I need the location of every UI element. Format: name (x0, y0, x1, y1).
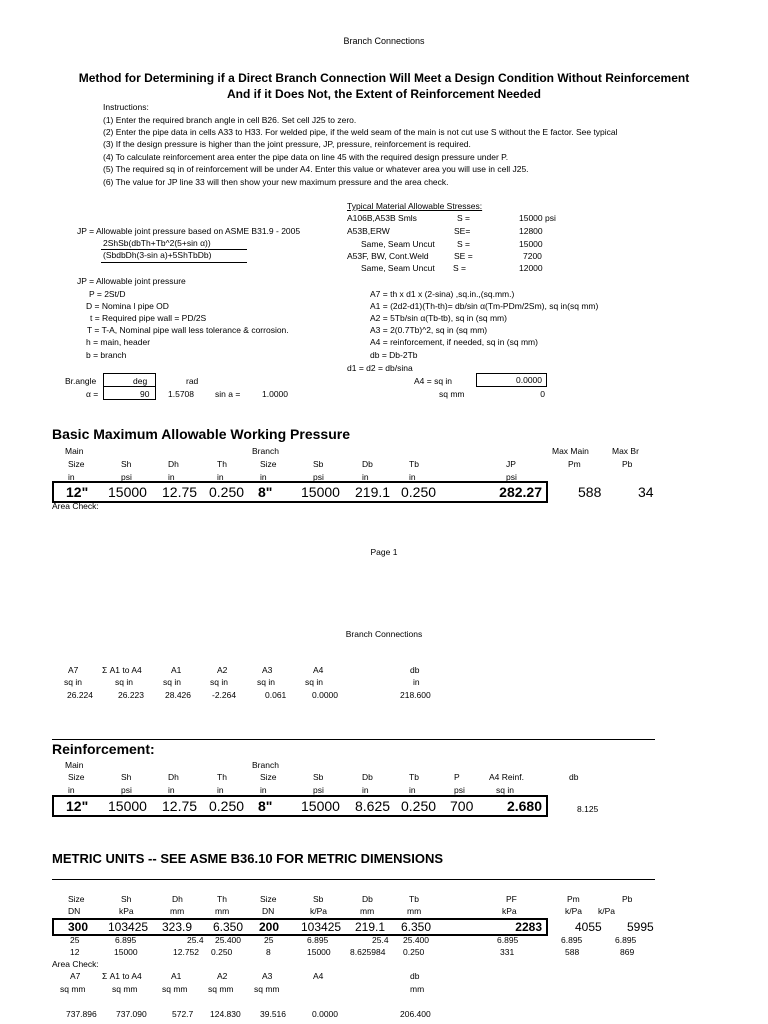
metric-unit: k/Pa (565, 906, 583, 916)
metric-col: Sb (313, 894, 324, 904)
reinf-unit: in (260, 785, 267, 795)
unit: in (409, 472, 416, 482)
metric-conv: 25 (264, 935, 274, 945)
metric-tb[interactable]: 6.350 (401, 920, 432, 934)
a4-sqin-value[interactable]: 0.0000 (516, 375, 542, 385)
area-col-a4: A4 (313, 665, 324, 675)
metric-english: 12.752 (173, 947, 199, 957)
formula-a7: A7 = th x d1 x (2-sina) ,sq.in.,(sq.mm.) (370, 289, 515, 299)
col-header: Dh (168, 459, 179, 469)
metric-unit: mm (170, 906, 185, 916)
stress-val: 15000 psi (519, 213, 556, 223)
unit: in (168, 472, 175, 482)
jp-definition: JP = Allowable joint pressure based on ASME B31.9 - 2005 (77, 226, 301, 236)
reinf-col: Tb (409, 772, 419, 782)
section-title-metric: METRIC UNITS -- SEE ASME B36.10 FOR METRIC DIMENSIONS (52, 851, 444, 866)
instruction-1: (1) Enter the required branch angle in cell B26. Set cell J25 to zero. (103, 115, 357, 125)
reinf-unit: in (68, 785, 75, 795)
stress-val: 12000 (519, 263, 543, 273)
doc-title-line1: Method for Determining if a Direct Branch Connection Will Meet a Design Condition Without Reinforcement (78, 71, 690, 85)
metric-db[interactable]: 219.1 (355, 920, 386, 934)
unit: in (362, 472, 369, 482)
stress-mat: A53F, BW, Cont.Weld (347, 251, 429, 261)
reinf-col: Sh (121, 772, 132, 782)
formula-a4: A4 = reinforcement, if needed, sq in (sq mm) (370, 337, 538, 347)
metric-conv: 25.400 (403, 935, 429, 945)
metric-pm: 4055 (575, 920, 602, 934)
rad-label: rad (186, 376, 199, 386)
metric-th[interactable]: 6.350 (213, 920, 244, 934)
basic-sh[interactable]: 15000 (108, 484, 147, 500)
formula-a2: A2 = 5Tb/sin α(Tb-tb), sq in (sq mm) (370, 313, 507, 323)
area-col-a7: A7 (68, 665, 79, 675)
basic-pm: 588 (578, 484, 602, 500)
reinf-col: Th (217, 772, 227, 782)
area-col-a2: A2 (217, 665, 228, 675)
area-unit: in (413, 677, 420, 687)
metric-area-col: Σ A1 to A4 (102, 971, 142, 981)
area-val-a4: 0.0000 (312, 690, 338, 700)
area-col-db: db (410, 665, 420, 675)
area-check-label: Area Check: (52, 501, 99, 511)
basic-jp: 282.27 (499, 484, 542, 500)
stress-val: 7200 (523, 251, 542, 261)
metric-main-size[interactable]: 300 (68, 920, 89, 934)
area-unit: sq in (257, 677, 275, 687)
area-col-a3: A3 (262, 665, 273, 675)
page2-header: Branch Connections (345, 629, 423, 639)
basic-pb: 34 (638, 484, 654, 500)
area-unit: sq in (210, 677, 228, 687)
metric-area-val: 572.7 (172, 1009, 194, 1019)
area-val-a3: 0.061 (265, 690, 287, 700)
area-val-sum: 26.223 (118, 690, 144, 700)
instruction-5: (5) The required sq in of reinforcement will be under A4. Enter this value or whatever area you will use in cell J25. (103, 164, 529, 174)
unit: in (260, 472, 267, 482)
reinf-group-main: Main (65, 760, 84, 770)
unit: psi (121, 472, 132, 482)
col-header: Db (362, 459, 373, 469)
page-header: Branch Connections (343, 36, 425, 46)
metric-area-val: 0.0000 (312, 1009, 338, 1019)
area-col-a1: A1 (171, 665, 182, 675)
area-unit: sq in (163, 677, 181, 687)
instruction-6: (6) The value for JP line 33 will then show your new maximum pressure and the area check. (103, 177, 449, 187)
metric-english: 15000 (114, 947, 138, 957)
metric-col: Db (362, 894, 373, 904)
stress-sym: SE = (454, 251, 473, 261)
reinf-unit: psi (121, 785, 132, 795)
instruction-2: (2) Enter the pipe data in cells A33 to H33. For welded pipe, if the weld seam of the main is not cut use S without the E factor. See typical (103, 127, 618, 137)
metric-area-unit: sq mm (112, 984, 138, 994)
col-header: Sb (313, 459, 324, 469)
metric-unit: k/Pa (310, 906, 328, 916)
deg-label: deg (133, 376, 148, 386)
metric-unit: kPa (119, 906, 134, 916)
col-header: Size (260, 459, 277, 469)
reinf-db-value: 8.125 (577, 804, 599, 814)
metric-english: 12 (70, 947, 80, 957)
metric-col: Pb (622, 894, 633, 904)
def-jp: JP = Allowable joint pressure (77, 276, 186, 286)
area-val-db: 218.600 (400, 690, 431, 700)
metric-col: Sh (121, 894, 132, 904)
sin-value: 1.0000 (262, 389, 288, 399)
metric-pf: 2283 (515, 920, 542, 934)
reinf-dh[interactable]: 12.75 (162, 798, 198, 814)
metric-area-col: db (410, 971, 420, 981)
angle-box-divider (103, 386, 155, 387)
a4-sqmm-value: 0 (540, 389, 545, 399)
metric-area-val: 206.400 (400, 1009, 431, 1019)
metric-area-col: A3 (262, 971, 273, 981)
metric-unit: mm (215, 906, 230, 916)
col-header: Size (68, 459, 85, 469)
area-unit: sq in (64, 677, 82, 687)
metric-unit: kPa (502, 906, 517, 916)
pb-label: Pb (622, 459, 633, 469)
metric-col: Tb (409, 894, 419, 904)
metric-area-check-label: Area Check: (52, 959, 99, 969)
stress-mat: A53B,ERW (347, 226, 390, 236)
unit: in (217, 472, 224, 482)
stress-sym: S = (457, 239, 470, 249)
pm-label: Pm (568, 459, 581, 469)
metric-english: 0.250 (211, 947, 233, 957)
metric-area-val: 737.090 (116, 1009, 147, 1019)
reinf-sb[interactable]: 15000 (301, 798, 340, 814)
stress-sym: SE= (454, 226, 471, 236)
metric-col: Dh (172, 894, 183, 904)
max-br-label: Max Br (612, 446, 639, 456)
doc-title-line2: And if it Does Not, the Extent of Reinforcement Needed (226, 87, 542, 101)
stresses-title: Typical Material Allowable Stresses: (347, 201, 483, 211)
metric-conv: 6.895 (115, 935, 137, 945)
section-title-reinforcement: Reinforcement: (52, 741, 155, 757)
col-header: JP (506, 459, 516, 469)
basic-dh[interactable]: 12.75 (162, 484, 198, 500)
reinf-col: Dh (168, 772, 179, 782)
metric-area-unit: mm (410, 984, 425, 994)
stress-mat: Same, Seam Uncut (361, 263, 435, 273)
metric-area-val: 737.896 (66, 1009, 97, 1019)
metric-col: Th (217, 894, 227, 904)
metric-area-col: A4 (313, 971, 324, 981)
basic-db[interactable]: 219.1 (355, 484, 391, 500)
def-T: T = T-A, Nominal pipe wall less tolerance & corrosion. (87, 325, 289, 335)
metric-english: 0.250 (403, 947, 425, 957)
reinf-group-branch: Branch (252, 760, 279, 770)
reinf-col: P (454, 772, 460, 782)
metric-conv: 6.895 (497, 935, 519, 945)
metric-english: 588 (565, 947, 580, 957)
metric-sb[interactable]: 103425 (301, 920, 342, 934)
formula-a1: A1 = (2d2-d1)(Th-th)= db/sin α(Tm-PDm/2Sm), sq in(sq mm) (370, 301, 599, 311)
unit: in (68, 472, 75, 482)
metric-unit: mm (407, 906, 422, 916)
metric-english: 8.625984 (350, 947, 386, 957)
reinf-branch-size[interactable]: 8" (258, 798, 273, 814)
metric-area-val: 39.516 (260, 1009, 286, 1019)
jp-numerator: 2ShSb(dbTh+Tb^2(5+sin α)) (103, 238, 211, 248)
instruction-4: (4) To calculate reinforcement area enter the pipe data on line 45 with the required design pressure under P. (103, 152, 509, 162)
metric-unit: k/Pa (598, 906, 616, 916)
metric-area-unit: sq mm (162, 984, 188, 994)
def-b: b = branch (86, 350, 127, 360)
reinf-unit: sq in (496, 785, 514, 795)
metric-pb: 5995 (627, 920, 654, 934)
metric-area-col: A2 (217, 971, 228, 981)
jp-denominator: (SbdbDh(3-sin a)+5ShTbDb) (103, 250, 212, 260)
area-unit: sq in (115, 677, 133, 687)
reinf-db[interactable]: 8.625 (355, 798, 391, 814)
metric-english: 331 (500, 947, 515, 957)
page-number: Page 1 (370, 547, 398, 557)
reinf-unit: in (168, 785, 175, 795)
reinf-col: db (569, 772, 579, 782)
def-h: h = main, header (86, 337, 151, 347)
reinf-tb[interactable]: 0.250 (401, 798, 437, 814)
area-val-a2: -2.264 (212, 690, 237, 700)
group-branch: Branch (252, 446, 279, 456)
def-t: t = Required pipe wall = PD/2S (90, 313, 207, 323)
metric-area-unit: sq mm (60, 984, 86, 994)
reinf-col: Db (362, 772, 373, 782)
max-main-label: Max Main (552, 446, 589, 456)
metric-col: PF (506, 894, 517, 904)
reinf-unit: psi (454, 785, 465, 795)
metric-col: Size (68, 894, 85, 904)
unit: psi (313, 472, 324, 482)
reinf-col: Sb (313, 772, 324, 782)
instructions-label: Instructions: (103, 102, 149, 112)
metric-sh[interactable]: 103425 (108, 920, 149, 934)
fraction-underline (101, 262, 247, 263)
metric-unit: mm (360, 906, 375, 916)
metric-conv: 25.4 (372, 935, 389, 945)
stress-val: 12800 (519, 226, 543, 236)
instruction-3: (3) If the design pressure is higher than the joint pressure, JP, pressure, reinforcement is required. (103, 139, 471, 149)
basic-branch-size[interactable]: 8" (258, 484, 273, 500)
metric-english: 869 (620, 947, 635, 957)
stress-mat: A106B,A53B Smls (347, 213, 417, 223)
formula-a3: A3 = 2(0.7Tb)^2, sq in (sq mm) (370, 325, 488, 335)
metric-col: Size (260, 894, 277, 904)
metric-conv: 25.400 (215, 935, 241, 945)
deg-value[interactable]: 90 (140, 389, 150, 399)
rad-value: 1.5708 (168, 389, 194, 399)
col-header: Sh (121, 459, 132, 469)
metric-english: 15000 (307, 947, 331, 957)
sin-label: sin a = (215, 389, 241, 399)
metric-area-val: 124.830 (210, 1009, 241, 1019)
reinf-sh[interactable]: 15000 (108, 798, 147, 814)
def-d: D = Nomina l pipe OD (86, 301, 169, 311)
metric-conv: 6.895 (307, 935, 329, 945)
metric-unit: DN (68, 906, 81, 916)
alpha-label: α = (86, 389, 99, 399)
angle-label: Br.angle (65, 376, 97, 386)
metric-col: Pm (567, 894, 580, 904)
metric-area-unit: sq mm (254, 984, 280, 994)
group-main: Main (65, 446, 84, 456)
basic-tb[interactable]: 0.250 (401, 484, 437, 500)
reinf-unit: in (362, 785, 369, 795)
a4-sqmm-label: sq mm (439, 389, 465, 399)
a4-sqin-label: A4 = sq in (414, 376, 453, 386)
metric-english: 8 (266, 947, 271, 957)
stress-val: 15000 (519, 239, 543, 249)
reinf-p[interactable]: 700 (450, 798, 474, 814)
area-unit: sq in (305, 677, 323, 687)
col-header: Th (217, 459, 227, 469)
def-p: P = 2St/D (89, 289, 126, 299)
reinf-top-rule (52, 739, 655, 740)
unit: psi (506, 472, 517, 482)
reinf-unit: in (409, 785, 416, 795)
reinf-unit: in (217, 785, 224, 795)
basic-main-size[interactable]: 12" (66, 484, 89, 500)
metric-conv: 6.895 (561, 935, 583, 945)
metric-rule (52, 879, 655, 880)
stress-sym: S = (453, 263, 466, 273)
basic-th[interactable]: 0.250 (209, 484, 245, 500)
metric-conv: 6.895 (615, 935, 637, 945)
reinf-col: Size (68, 772, 85, 782)
metric-conv: 25 (70, 935, 80, 945)
metric-area-col: A1 (171, 971, 182, 981)
metric-unit: DN (262, 906, 275, 916)
metric-conv: 25.4 (187, 935, 204, 945)
stress-sym: S = (457, 213, 470, 223)
reinf-unit: psi (313, 785, 324, 795)
area-val-a7: 26.224 (67, 690, 93, 700)
metric-area-col: A7 (70, 971, 81, 981)
formula-db: db = Db-2Tb (370, 350, 418, 360)
metric-branch-size[interactable]: 200 (259, 920, 280, 934)
reinf-a4: 2.680 (506, 798, 542, 814)
col-header: Tb (409, 459, 419, 469)
section-title-basic: Basic Maximum Allowable Working Pressure (52, 426, 350, 442)
reinf-col: Size (260, 772, 277, 782)
reinf-main-size[interactable]: 12" (66, 798, 89, 814)
stress-mat: Same, Seam Uncut (361, 239, 435, 249)
basic-sb[interactable]: 15000 (301, 484, 340, 500)
reinf-th[interactable]: 0.250 (209, 798, 245, 814)
area-val-a1: 28.426 (165, 690, 191, 700)
reinf-col: A4 Reinf. (489, 772, 524, 782)
area-col-sum: Σ A1 to A4 (102, 665, 142, 675)
metric-dh[interactable]: 323.9 (162, 920, 193, 934)
formula-d1: d1 = d2 = db/sina (347, 363, 413, 373)
metric-area-unit: sq mm (208, 984, 234, 994)
